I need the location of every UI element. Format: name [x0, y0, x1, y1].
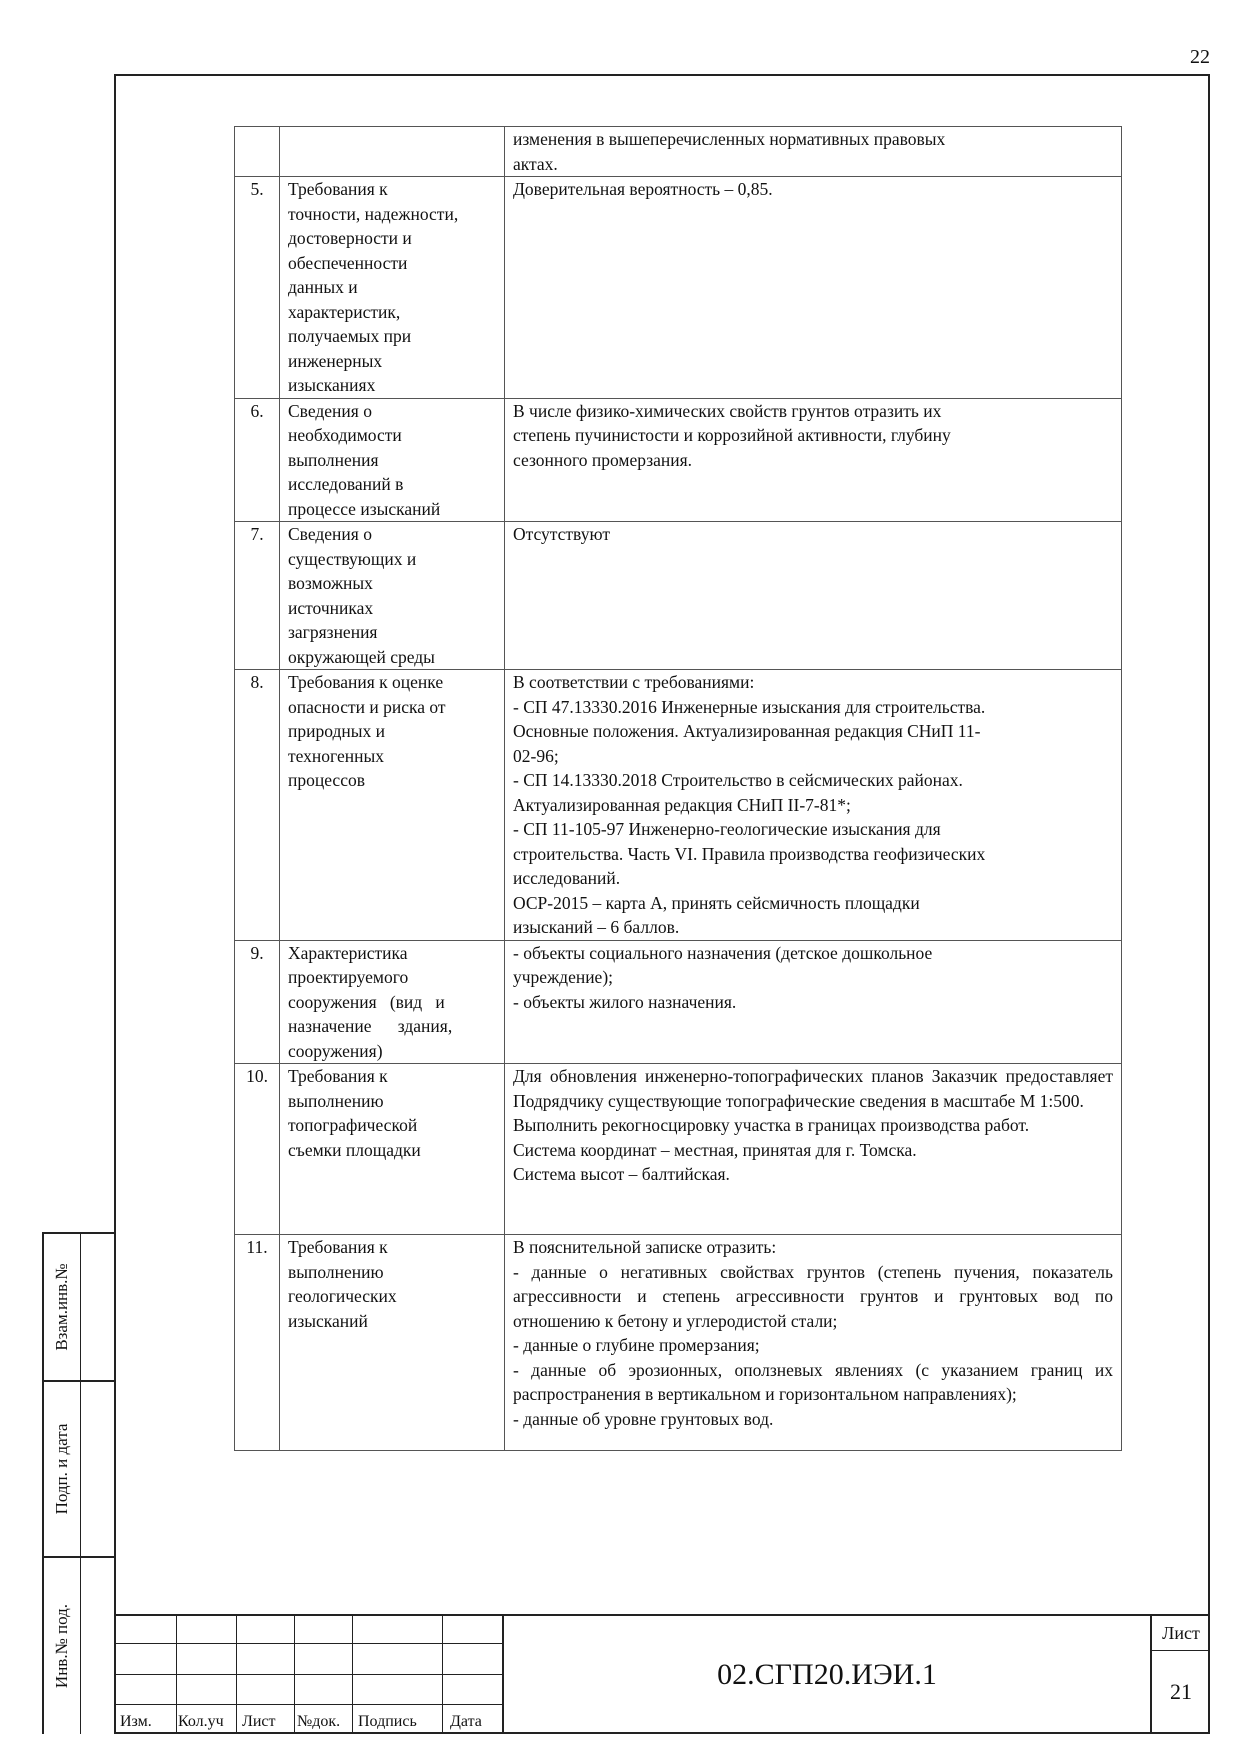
text-line: Система координат – местная, принятая для г. Томска.: [513, 1139, 917, 1160]
text-line: сооружения (вид и: [288, 991, 445, 1012]
col-podpis: Подпись: [358, 1713, 417, 1730]
sheet-number: 21: [1170, 1679, 1192, 1704]
text-line: - данные об уровне грунтовых вод.: [513, 1408, 774, 1429]
text-line: Требования к: [288, 1237, 388, 1257]
stamp-label-podp: Подп. и дата: [52, 1423, 71, 1515]
revision-grid: [114, 1616, 502, 1734]
text-line: - СП 14.13330.2018 Строительство в сейсмических районах.: [513, 770, 963, 790]
text-line: источниках: [288, 597, 374, 618]
text-line: строительства. Часть VI. Правила производства геофизических: [513, 843, 986, 864]
table-row: [235, 940, 1122, 1064]
text-line: проектируемого: [288, 967, 409, 987]
text-line: геологических: [288, 1286, 397, 1306]
col-data: Дата: [450, 1713, 482, 1730]
sheet-box: [1150, 1616, 1210, 1734]
text-line: получаемых при: [288, 326, 412, 346]
text-line: выполнению: [288, 1261, 384, 1282]
sheet-label: Лист: [1152, 1616, 1210, 1651]
col-kol-uch: Кол.уч: [178, 1713, 224, 1730]
text-line: В соответствии с требованиями:: [513, 672, 755, 692]
text-line: Для обновления инженерно-топографических планов Заказчик предоставляет Подрядчику существующие топографические сведения в масштабе М 1:500.: [513, 1066, 1113, 1111]
row-name: [280, 1235, 505, 1451]
text-line: изменения в вышеперечисленных нормативных правовых: [513, 129, 946, 149]
title-block: [114, 1614, 1210, 1734]
row-value: [505, 1235, 1122, 1451]
text-line: съемки площадки: [288, 1139, 421, 1160]
text-line: степень пучинистости и коррозийной активности, глубину: [513, 425, 951, 445]
table-row: [235, 670, 1122, 941]
text-line: Требования к: [288, 179, 388, 199]
row-name: [280, 670, 505, 941]
text-line: обеспеченности: [288, 252, 408, 273]
text-line: учреждение);: [513, 967, 614, 987]
text-line: Основные положения. Актуализированная редакция СНиП 11-: [513, 721, 981, 741]
text-line: Характеристика: [288, 942, 408, 963]
table-row: [235, 522, 1122, 670]
text-line: назначение здания,: [288, 1016, 453, 1036]
text-line: окружающей среды: [288, 646, 435, 667]
row-number: [235, 127, 280, 177]
row-number: 7.: [235, 522, 280, 670]
text-line: достоверности и: [288, 228, 412, 248]
stamp-cell-vzam: [44, 1234, 116, 1382]
text-line: инженерных: [288, 350, 383, 371]
page-number: 22: [1190, 46, 1210, 68]
text-line: Система высот – балтийская.: [513, 1164, 730, 1184]
row-value: [505, 940, 1122, 1064]
row-value: [505, 177, 1122, 399]
text-line: - данные о глубине промерзания;: [513, 1335, 760, 1355]
text-line: исследований.: [513, 868, 621, 888]
row-number: 8.: [235, 670, 280, 941]
stamp-cell-inv: [44, 1558, 116, 1734]
stamp-label-inv: Инв.№ под.: [52, 1603, 71, 1689]
text-line: природных и: [288, 721, 385, 741]
row-name: [280, 127, 505, 177]
text-line: данных и: [288, 277, 358, 297]
text-line: исследований в: [288, 474, 404, 494]
stamp-cell-podp: [44, 1382, 116, 1558]
row-number: 9.: [235, 940, 280, 1064]
text-line: Отсутствуют: [513, 524, 610, 544]
text-line: изысканий: [288, 1310, 368, 1331]
text-line: - данные о негативных свойствах грунтов (степень пучения, показатель агрессивности и степень агрессивности грунтов и грунтовых вод по отношению к бетону и углеродистой стали;: [513, 1261, 1113, 1331]
col-izm: Изм.: [120, 1713, 152, 1730]
text-line: возможных: [288, 573, 373, 593]
text-line: ОСР-2015 – карта А, принять сейсмичность площадки: [513, 892, 920, 913]
row-number: 5.: [235, 177, 280, 399]
text-line: актах.: [513, 153, 558, 174]
table-row: [235, 1235, 1122, 1451]
table-row: [235, 1064, 1122, 1235]
text-line: - объекты социального назначения (детское дошкольное: [513, 942, 933, 963]
text-line: точности, надежности,: [288, 203, 459, 224]
text-line: В пояснительной записке отразить:: [513, 1237, 777, 1257]
row-name: [280, 177, 505, 399]
requirements-table: [234, 126, 1122, 1451]
row-number: 6.: [235, 398, 280, 522]
row-name: [280, 522, 505, 670]
text-line: характеристик,: [288, 301, 401, 322]
table-row: [235, 177, 1122, 399]
table-row: [235, 127, 1122, 177]
row-number: 11.: [235, 1235, 280, 1451]
text-line: выполнению: [288, 1090, 384, 1111]
text-line: сезонного промерзания.: [513, 449, 693, 470]
text-line: изысканий – 6 баллов.: [513, 917, 680, 937]
row-name: [280, 940, 505, 1064]
text-line: - СП 11-105-97 Инженерно-геологические изыскания для: [513, 819, 941, 839]
text-line: техногенных: [288, 745, 385, 766]
table-row: [235, 398, 1122, 522]
left-stamp: [42, 1232, 116, 1734]
text-line: необходимости: [288, 425, 402, 445]
stamp-label-vzam: Взам.инв.№: [52, 1263, 71, 1351]
text-line: существующих и: [288, 548, 417, 569]
text-line: Сведения о: [288, 524, 372, 544]
row-value: [505, 670, 1122, 941]
text-line: - СП 47.13330.2016 Инженерные изыскания для строительства.: [513, 696, 986, 717]
text-line: 02-96;: [513, 745, 559, 766]
row-name: [280, 1064, 505, 1235]
col-list: Лист: [242, 1713, 276, 1730]
text-line: - данные об эрозионных, оползневых явлениях (с указанием границ их распространения в вертикальном и горизонтальном направлениях);: [513, 1359, 1113, 1404]
text-line: В числе физико-химических свойств грунтов отразить их: [513, 400, 942, 421]
text-line: Актуализированная редакция СНиП II-7-81*;: [513, 794, 851, 815]
text-line: процессов: [288, 770, 365, 790]
document-code: 02.СГП20.ИЭИ.1: [502, 1616, 1150, 1734]
text-line: изысканиях: [288, 375, 376, 395]
row-value: [505, 1064, 1122, 1235]
text-line: сооружения): [288, 1040, 383, 1061]
text-line: загрязнения: [288, 622, 378, 642]
text-line: Требования к оценке: [288, 672, 444, 692]
col-ndok: №док.: [297, 1713, 341, 1730]
row-value: [505, 127, 1122, 177]
text-line: выполнения: [288, 449, 379, 470]
text-line: Требования к: [288, 1066, 388, 1086]
text-line: Выполнить рекогносцировку участка в границах производства работ.: [513, 1115, 1030, 1135]
row-name: [280, 398, 505, 522]
text-line: процессе изысканий: [288, 498, 441, 519]
text-line: топографической: [288, 1115, 418, 1135]
row-value: [505, 522, 1122, 670]
row-value: [505, 398, 1122, 522]
text-line: опасности и риска от: [288, 696, 446, 717]
row-number: 10.: [235, 1064, 280, 1235]
text-line: Доверительная вероятность – 0,85.: [513, 179, 773, 199]
text-line: Сведения о: [288, 400, 372, 421]
text-line: - объекты жилого назначения.: [513, 991, 737, 1012]
